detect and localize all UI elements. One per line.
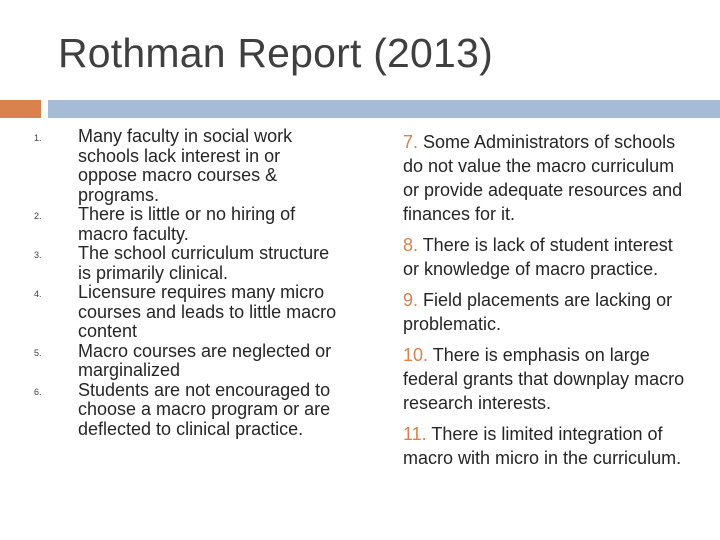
title-underline-bar [48, 100, 720, 118]
list-item-text: Students are not encouraged to choose a macro program or are deflected to clinical practice. [78, 379, 331, 439]
list-item-text: The school curriculum structure is primarily clinical. [78, 243, 330, 283]
list-item-text: Some Administrators of schools do not value the macro curriculum or provide adequate resources and finances for it. [403, 132, 683, 224]
list-item-number: 1. [34, 133, 42, 143]
accent-bar [0, 100, 41, 118]
list-item-number: 10. [403, 345, 429, 365]
right-numbered-list [403, 130, 693, 477]
list-item-number: 7. [403, 132, 419, 152]
list-item-number: 8. [403, 235, 419, 255]
list-item-number: 9. [403, 290, 419, 310]
list-item-number: 4. [34, 289, 42, 299]
list-item-text: There is emphasis on large federal grants that downplay macro research interests. [403, 345, 685, 413]
list-item [403, 130, 693, 226]
left-numbered-list [30, 127, 340, 439]
list-item-text: Many faculty in social work schools lack interest in or oppose macro courses & programs. [78, 126, 293, 205]
list-item [30, 127, 340, 205]
list-item [30, 381, 340, 440]
list-item-text: There is lack of student interest or knowledge of macro practice. [403, 235, 673, 279]
page-title: Rothman Report (2013) [58, 30, 493, 76]
list-item-number: 3. [34, 250, 42, 260]
list-item [403, 233, 693, 281]
list-item [30, 205, 340, 244]
list-item [403, 288, 693, 336]
list-item-number: 11. [403, 424, 427, 444]
list-item-number: 2. [34, 211, 42, 221]
list-item [403, 422, 693, 470]
list-item [30, 283, 340, 342]
list-item [403, 343, 693, 415]
list-item-text: There is limited integration of macro with micro in the curriculum. [403, 424, 682, 468]
list-item-text: Field placements are lacking or problematic. [403, 290, 673, 334]
list-item-number: 6. [34, 386, 42, 397]
list-item [30, 342, 340, 381]
list-item-text: Macro courses are neglected or marginalized [78, 340, 332, 380]
list-item-number: 5. [34, 347, 42, 358]
list-item-text: Licensure requires many micro courses and leads to little macro content [78, 282, 337, 341]
list-item [30, 244, 340, 283]
list-item-text: There is little or no hiring of macro faculty. [78, 204, 296, 244]
